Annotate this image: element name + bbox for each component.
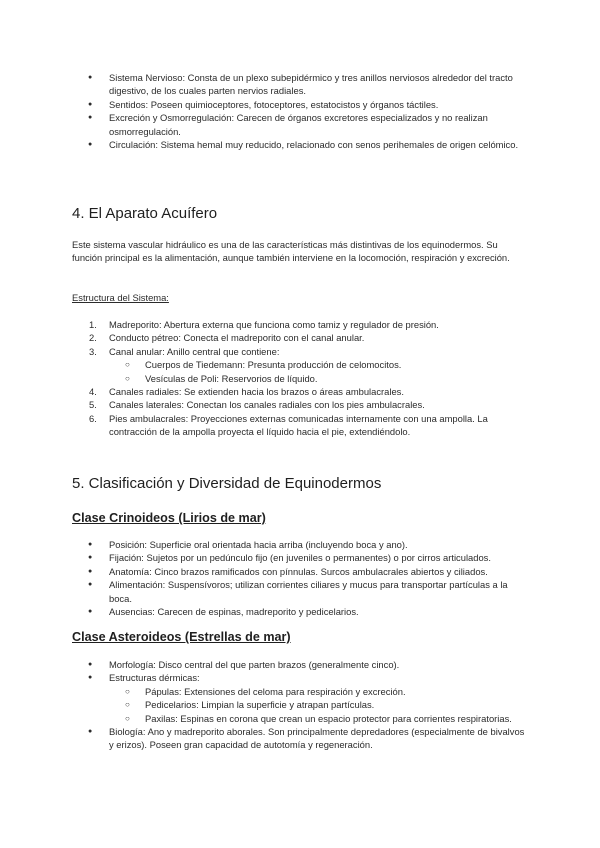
item-number: 5. [89,399,97,411]
list-item: ● Sistema Nervioso: Consta de un plexo subepidérmico y tres anillos nerviosos alrededor del tracto digestivo, de los cuales parten nervios radiales. [0,71,600,98]
item-number: 6. [89,412,97,424]
sub-list-item: ○ Paxilas: Espinas en corona que crean un espacio protector para corrientes respiratorias. [0,712,600,725]
list-item: ● Morfología: Disco central del que parten brazos (generalmente cinco). [0,658,600,671]
section-4-intro: Este sistema vascular hidráulico es una de las características más distintivas de los equinodermos. Su función principal es la alimentación, aunque también interviene en la locomoción, respiración y excreción. [72,239,510,264]
list-item: ● Fijación: Sujetos por un pedúnculo fijo (en juveniles o permanentes) o por cirros articulados. [0,551,600,564]
list-item [0,385,600,398]
list-item: ● Biología: Ano y madreporito aborales. Son principalmente depredadores (especialmente de bivalvos y erizos). Poseen gran capacidad de autotomía y regeneración. [0,725,600,752]
list-item: ● Anatomía: Cinco brazos ramificados con pínnulas. Surcos ambulacrales abiertos y ciliados. [0,565,600,578]
list-item: ● Alimentación: Suspensívoros; utilizan corrientes ciliares y mucus para transportar partículas a la boca. [0,578,600,605]
item-text: Canal anular: Anillo central que contiene: [109,345,280,357]
structure-list [0,318,600,439]
item-text: Canales laterales: Conectan los canales radiales con los pies ambulacrales. [109,399,425,411]
asteroideos-title: Clase Asteroideos (Estrellas de mar) [72,630,291,644]
structure-label: Estructura del Sistema: [72,292,169,303]
sub-list-item: ○ Pedicelarios: Limpian la superficie y atrapan partículas. [0,698,600,711]
item-text: Pies ambulacrales: Proyecciones externas comunicadas internamente con una ampolla. La contracción de la ampolla proyecta el líquido hacia el pie, extendiéndolo. [109,412,488,438]
list-item: ● Circulación: Sistema hemal muy reducido, relacionado con senos perihemales de origen celómico. [0,138,600,151]
list-item: ● Sentidos: Poseen quimioceptores, fotoceptores, estatocistos y órganos táctiles. [0,98,600,111]
list-item: ● Posición: Superficie oral orientada hacia arriba (incluyendo boca y ano). [0,538,600,551]
list-item: ● Estructuras dérmicas: [0,671,600,684]
systems-list [0,71,600,151]
item-text: Conducto pétreo: Conecta el madreporito con el canal anular. [109,332,365,344]
item-number: 2. [89,332,97,344]
item-number: 1. [89,319,97,330]
section-5-heading: 5. Clasificación y Diversidad de Equinodermos [72,475,382,492]
item-number: 4. [89,386,97,398]
item-text: Canales radiales: Se extienden hacia los brazos o áreas ambulacrales. [109,386,404,398]
list-item [0,331,600,344]
item-number: 3. [89,345,97,357]
asteroideos-list [0,658,600,752]
list-item [0,318,600,331]
crinoideos-title: Clase Crinoideos (Lirios de mar) [72,511,266,525]
list-item [0,412,600,439]
list-item [0,398,600,411]
sub-list-item: ○ Cuerpos de Tiedemann: Presunta producción de celomocitos. [0,358,600,371]
list-item: ● Ausencias: Carecen de espinas, madreporito y pedicelarios. [0,605,600,618]
sub-list-item: ○ Pápulas: Extensiones del celoma para respiración y excreción. [0,685,600,698]
crinoideos-list [0,538,600,618]
list-item: ● Excreción y Osmorregulación: Carecen de órganos excretores especializados y no realizan osmorregulación. [0,111,600,138]
list-item [0,345,600,358]
sub-list-item: ○ Vesículas de Poli: Reservorios de líquido. [0,372,600,385]
item-text: Madreporito: Abertura externa que funciona como tamiz y regulador de presión. [109,319,439,330]
section-4-heading: 4. El Aparato Acuífero [72,205,218,222]
